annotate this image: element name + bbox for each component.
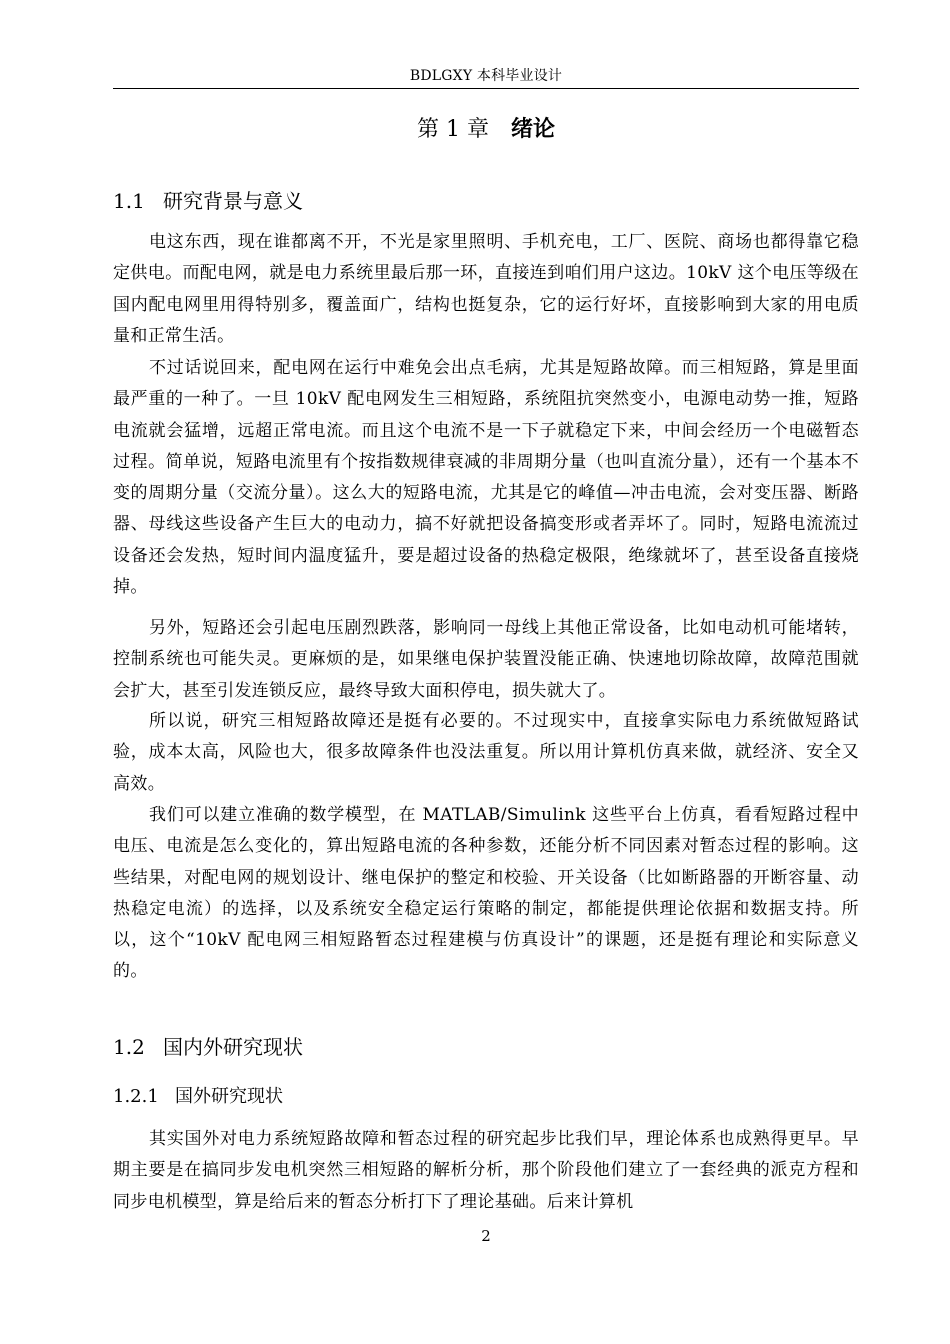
page-number: 2	[481, 1227, 491, 1245]
paragraph: 另外，短路还会引起电压剧烈跌落，影响同一母线上其他正常设备，比如电动机可能堵转，控制系统也可能失灵。更麻烦的是，如果继电保护装置没能正确、快速地切除故障，故障范围就会扩大，甚至引发连锁反应，最终导致大面积停电，损失就大了。	[113, 618, 859, 701]
chapter-name: 绪论	[510, 117, 555, 142]
paragraph: 不过话说回来，配电网在运行中难免会出点毛病，尤其是短路故障。而三相短路，算是里面最严重的一种了。一旦 10kV 配电网发生三相短路，系统阻抗突然变小，电源电动势一推，短路电流就会猛增，远超正常电流。而且这个电流不是一下子就稳定下来，中间会经历一个电磁暂态过程。简单说，短路电流里有个按指数规律衰减的非周期分量（也叫直流分量），还有一个基本不变的周期分量（交流分量）。这么大的短路电流，尤其是它的峰值—冲击电流，会对变压器、断路器、母线这些设备产生巨大的电动力，搞不好就把设备搞变形或者弄坏了。同时，短路电流流过设备还会发热，短时间内温度猛升，要是超过设备的热稳定极限，绝缘就坏了，甚至设备直接烧掉。	[113, 358, 859, 598]
paragraph: 我们可以建立准确的数学模型，在 MATLAB/Simulink 这些平台上仿真，看看短路过程中电压、电流是怎么变化的，算出短路电流的各种参数，还能分析不同因素对暂态过程的影响。这些结果，对配电网的规划设计、继电保护的整定和校验、开关设备（比如断路器的开断容量、动热稳定电流）的选择，以及系统安全稳定运行策略的制定，都能提供理论依据和数据支持。所以，这个“10kV 配电网三相短路暂态过程建模与仿真设计”的课题，还是挺有理论和实际意义的。	[113, 805, 859, 982]
section-title: 研究背景与意义	[163, 189, 303, 213]
chapter-title	[113, 114, 859, 146]
subsection-heading-1-2-1	[113, 1083, 283, 1111]
subsection-number: 1.2.1	[113, 1086, 159, 1107]
section-title: 国内外研究现状	[163, 1035, 303, 1059]
header-rule	[113, 88, 859, 89]
subsection-title: 国外研究现状	[175, 1086, 283, 1107]
section-number: 1.1	[113, 189, 145, 213]
paragraph: 其实国外对电力系统短路故障和暂态过程的研究起步比我们早，理论体系也成熟得更早。早期主要是在搞同步发电机突然三相短路的解析分析，那个阶段他们建立了一套经典的派克方程和同步电机模型，算是给后来的暂态分析打下了理论基础。后来计算机	[113, 1129, 859, 1212]
running-header: BDLGXY 本科毕业设计	[409, 68, 563, 84]
paragraph: 电这东西，现在谁都离不开，不光是家里照明、手机充电，工厂、医院、商场也都得靠它稳定供电。而配电网，就是电力系统里最后那一环，直接连到咱们用户这边。10kV 这个电压等级在国内配电网里用得特别多，覆盖面广，结构也挺复杂，它的运行好坏，直接影响到大家的用电质量和正常生活。	[113, 232, 859, 346]
document-page	[113, 0, 859, 1344]
section-heading-1-1	[113, 186, 303, 216]
chapter-number: 第 1 章	[417, 117, 489, 142]
section-heading-1-2	[113, 1032, 303, 1062]
section-number: 1.2	[113, 1035, 145, 1059]
paragraph: 所以说，研究三相短路故障还是挺有必要的。不过现实中，直接拿实际电力系统做短路试验，成本太高，风险也大，很多故障条件也没法重复。所以用计算机仿真来做，就经济、安全又高效。	[113, 711, 859, 794]
